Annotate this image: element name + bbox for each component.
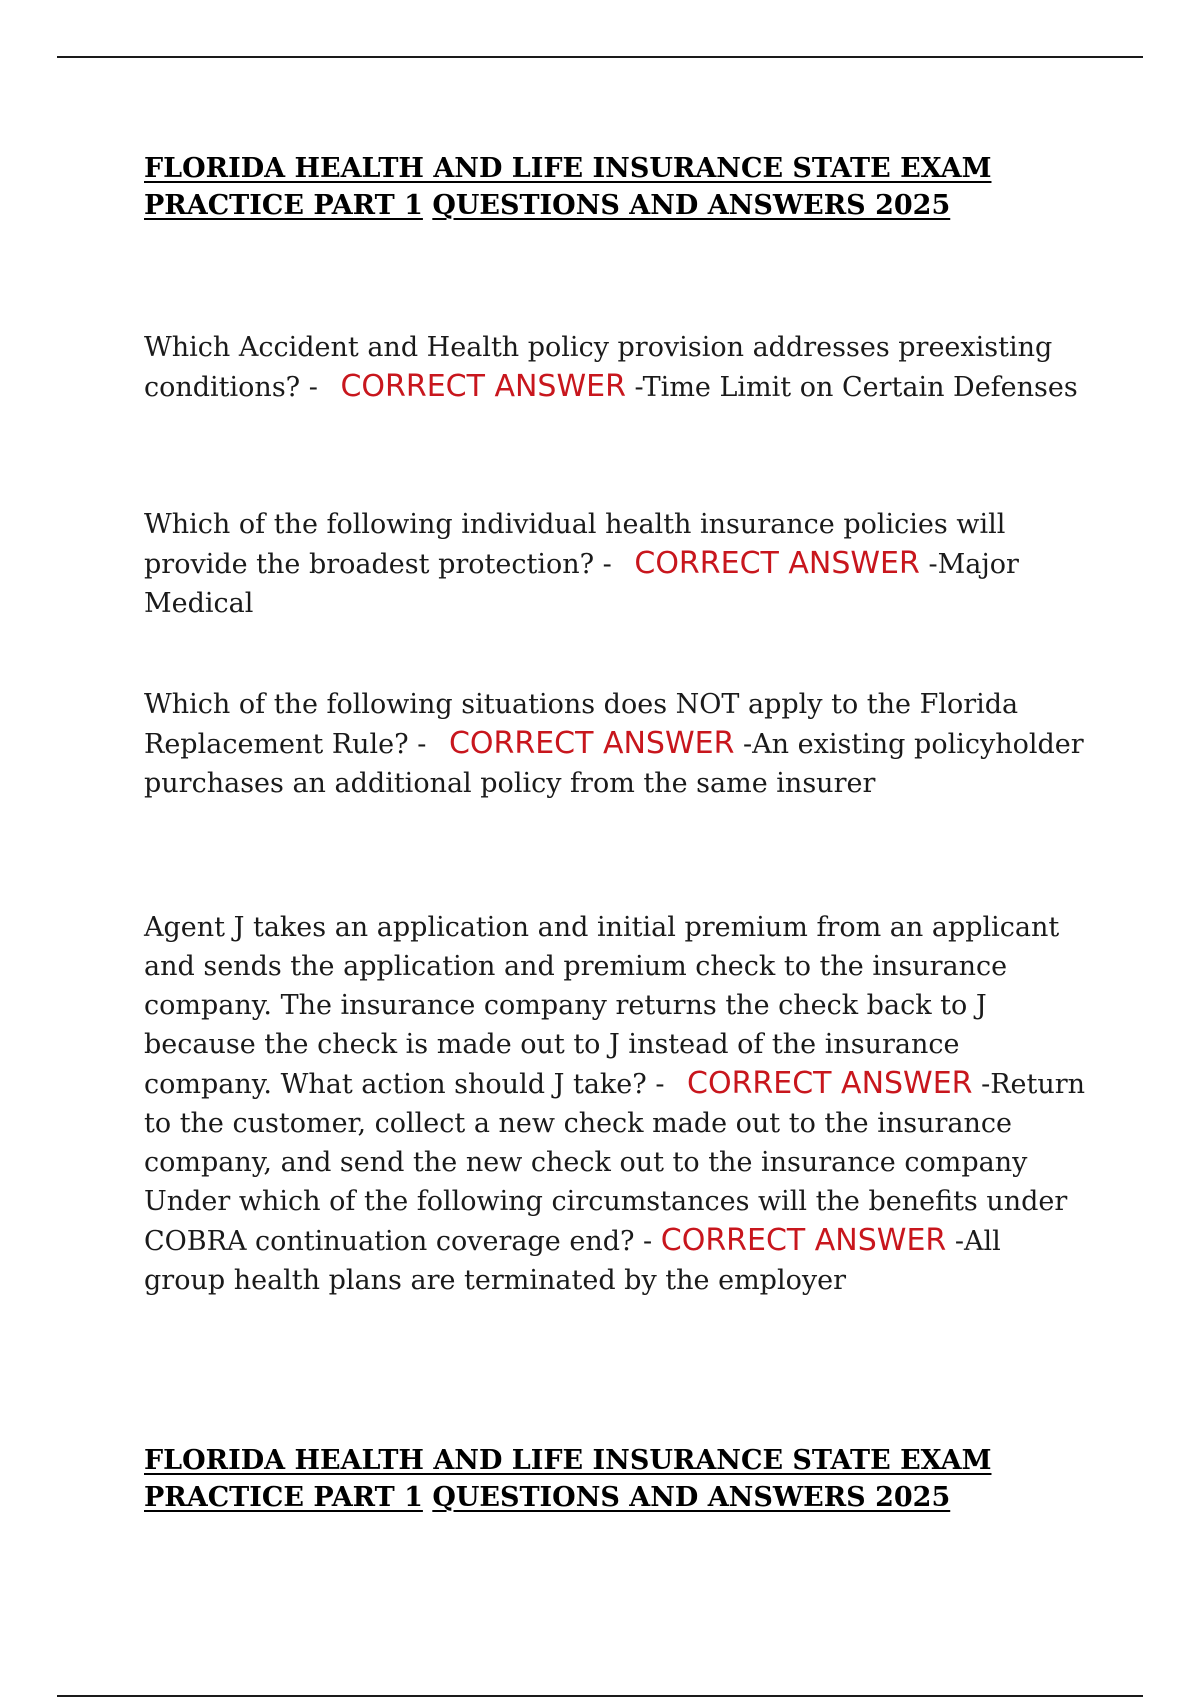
correct-answer-label: CORRECT ANSWER — [687, 1066, 973, 1101]
document-heading-top — [144, 150, 1089, 224]
question-text: Which Accident and Health policy provision addresses preexisting conditions? - — [144, 332, 1053, 403]
bottom-divider — [57, 1695, 1143, 1697]
question-text: Agent J takes an application and initial premium from an applicant and sends the application and premium check to the insurance company. The insurance company returns the check back to J because the check is made out to J instead of the insurance company. What action should J take? - — [144, 912, 1060, 1100]
qa-item-2 — [144, 505, 1089, 623]
title-line-1: FLORIDA HEALTH AND LIFE INSURANCE STATE EXAM — [144, 153, 992, 184]
title-line-2: PRACTICE PART 1 — [144, 1482, 423, 1513]
qa-item-1 — [144, 328, 1089, 407]
correct-answer-label: CORRECT ANSWER — [660, 1223, 947, 1258]
document-heading-bottom — [144, 1442, 1089, 1516]
qa-item-3 — [144, 685, 1089, 803]
answer-text: -All group health plans are terminated by the employer — [144, 1226, 1001, 1296]
answer-text: -An existing policyholder purchases an additional policy from the same insurer — [144, 729, 1084, 799]
correct-answer-label: CORRECT ANSWER — [340, 369, 626, 404]
question-text: Which of the following situations does NOT apply to the Florida Replacement Rule? - — [144, 689, 1019, 760]
title-line-3: QUESTIONS AND ANSWERS 2025 — [432, 190, 951, 221]
question-text: Which of the following individual health insurance policies will provide the broadest protection? - — [144, 509, 1006, 580]
answer-text: -Major Medical — [144, 549, 1019, 619]
title-line-1: FLORIDA HEALTH AND LIFE INSURANCE STATE EXAM — [144, 1445, 992, 1476]
answer-text: -Return to the customer, collect a new check made out to the insurance company, and send the new check out to the insurance company Under which of the following circumstances will the benefits under COBRA continuation coverage end? - — [144, 1069, 1086, 1257]
page-title — [144, 150, 1089, 224]
correct-answer-label: CORRECT ANSWER — [448, 726, 735, 761]
correct-answer-label: CORRECT ANSWER — [634, 546, 920, 581]
footer-title — [144, 1442, 1089, 1516]
title-line-3: QUESTIONS AND ANSWERS 2025 — [432, 1482, 951, 1513]
qa-item-4 — [144, 908, 1089, 1300]
top-divider — [57, 56, 1143, 58]
title-line-2: PRACTICE PART 1 — [144, 190, 423, 221]
answer-text: -Time Limit on Certain Defenses — [634, 372, 1078, 403]
